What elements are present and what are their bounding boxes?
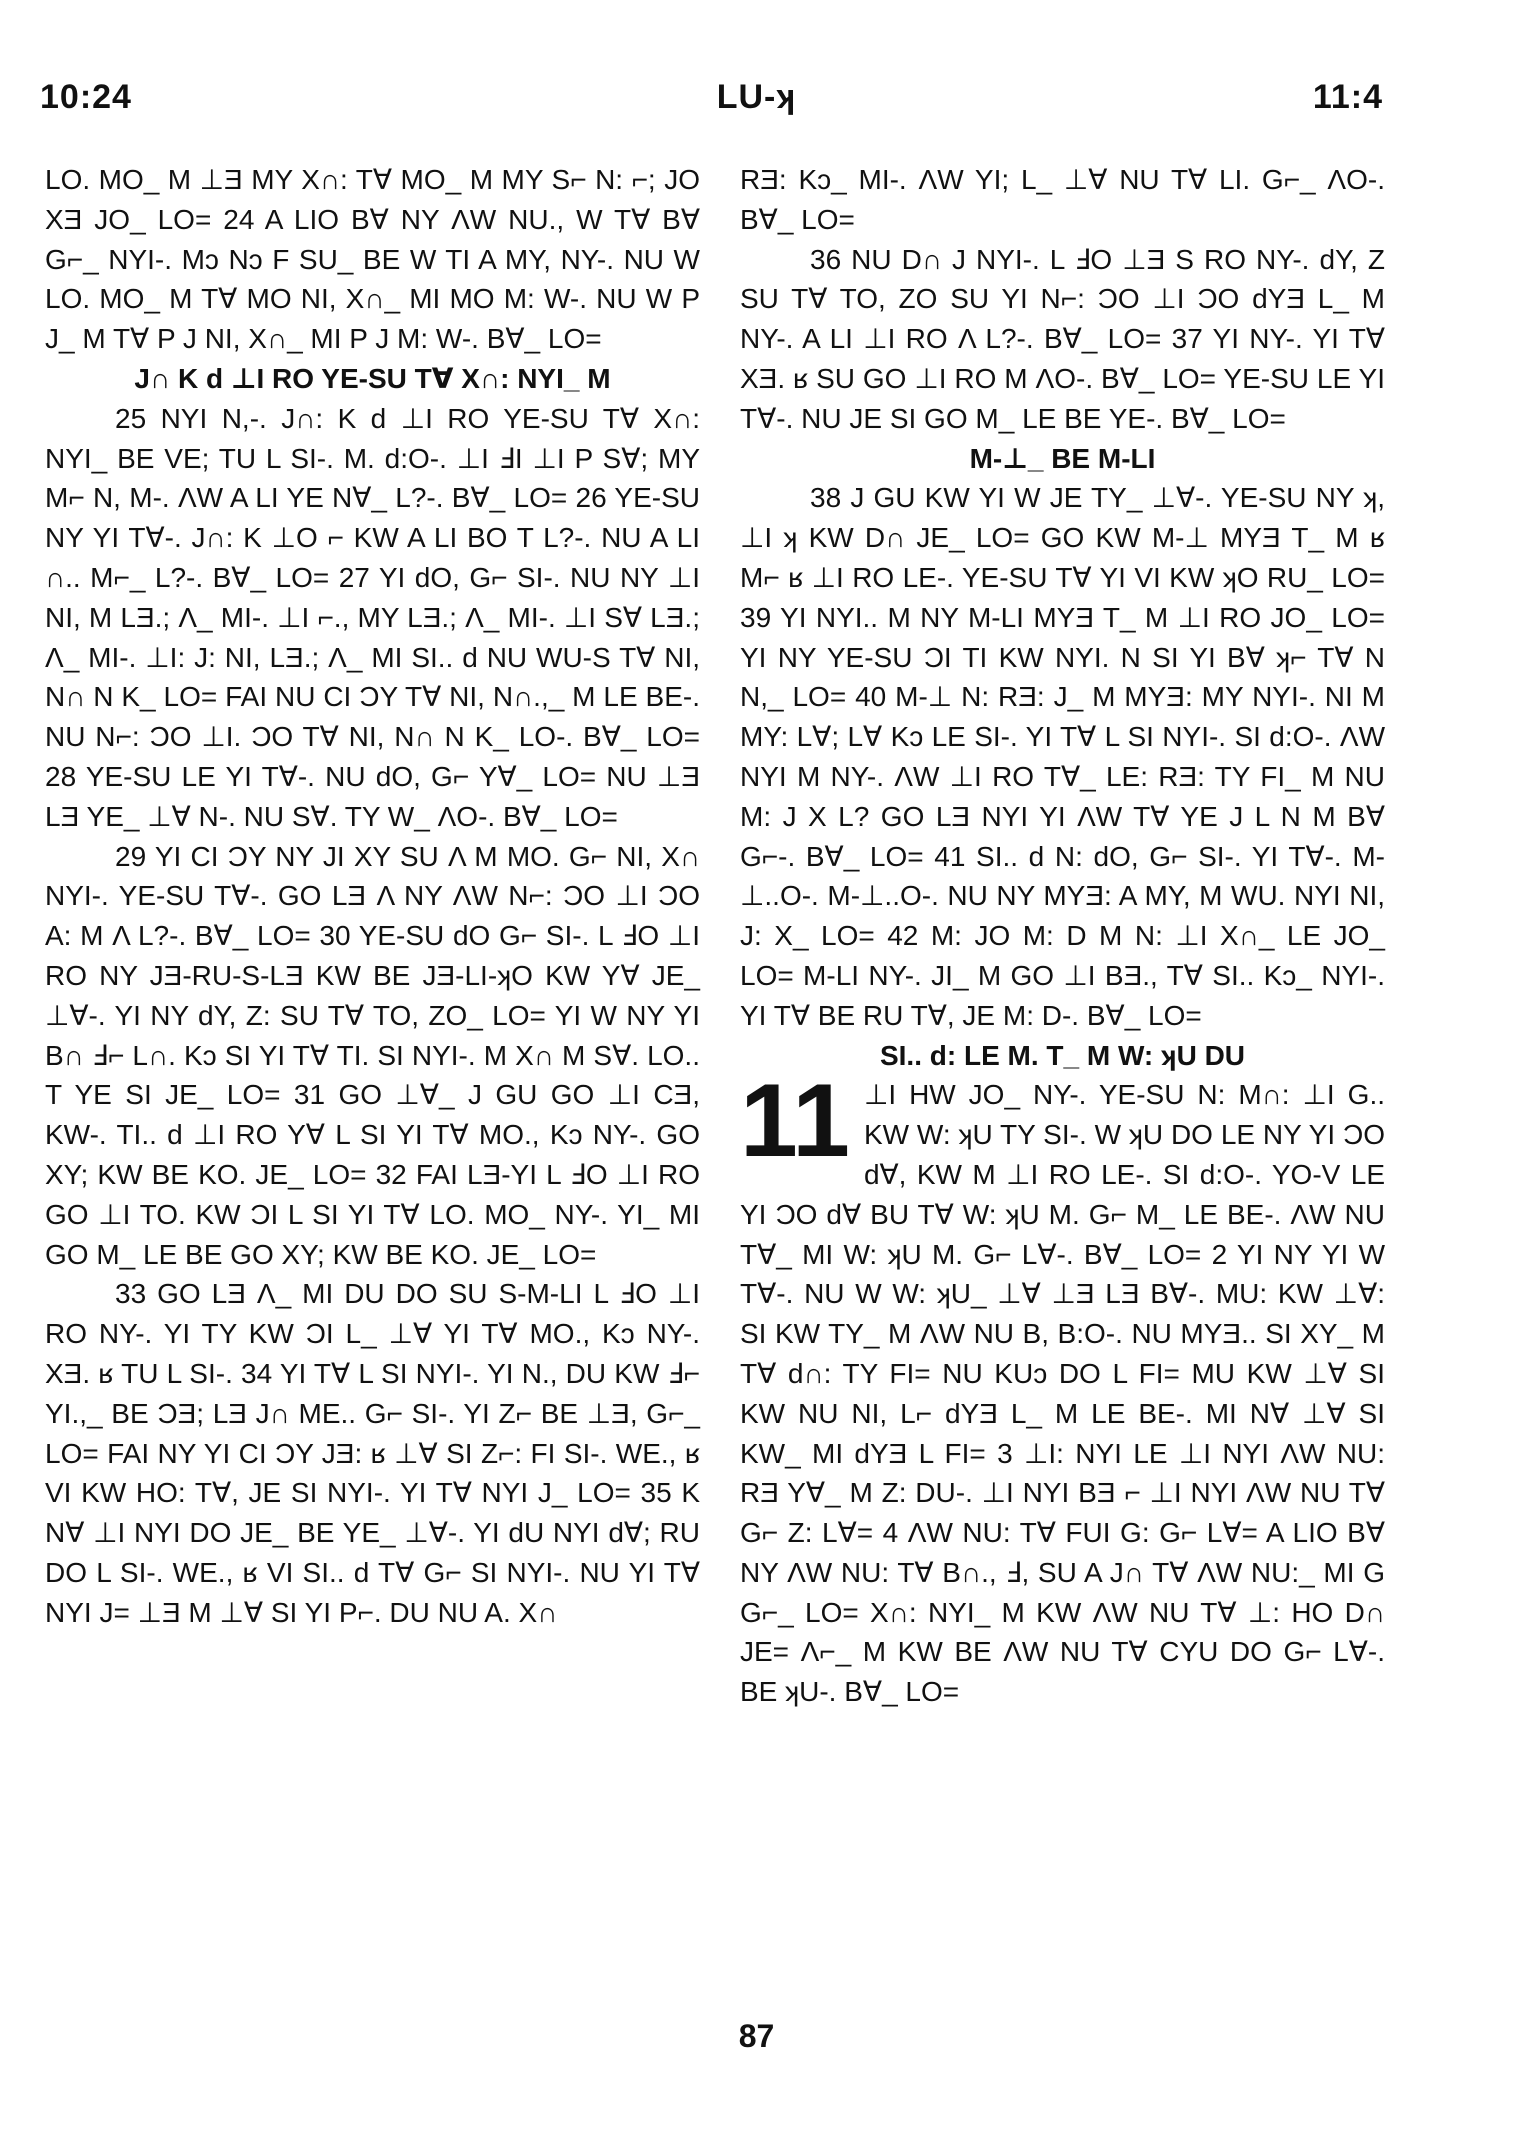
chapter-paragraph [740, 1063, 1385, 1712]
paragraph: RƎ: Kɔ_ MI-. ΛW YI; L_ ⊥∀ NU T∀ LI. G⌐_ ΛO-. B∀_ LO= [740, 164, 1385, 235]
left-text-column [45, 160, 700, 1632]
chapter-text: ⊥I HW JO_ NY-. YE-SU N: M∩: ⊥I G.. KW W: ʞU TY SI-. W ʞU DO LE NY YI ƆO d∀, KW M ⊥I RO LE-. SI d:O-. YO-V LE YI ƆO d∀ BU T∀ W: ʞU M. G⌐ M_ LE BE-. ΛW NU T∀_ MI W: ʞU M. G⌐ L∀-. B∀_ LO= 2 YI NY YI W T∀-. NU W W: ʞU_ ⊥∀ ⊥Ǝ LƎ B∀-. MU: KW ⊥∀: SI KW TY_ M ΛW NU B, B:O-. NU MYƎ.. SI XY_ M T∀ d∩: TY FI= NU KUɔ DO L FI= MU KW ⊥∀ SI KW NU NI, L⌐ dYƎ L_ M LE BE-. MI N∀ ⊥∀ SI KW_ MI dYƎ L FI= 3 ⊥I: NYI LE ⊥I NYI ΛW NU: RƎ Y∀_ M Z: DU-. ⊥I NYI BƎ ⌐ ⊥I NYI ΛW NU T∀ G⌐ Z: L∀= 4 ΛW NU: T∀ FUI G: G⌐ L∀= A LIO B∀ NY ΛW NU: T∀ B∩., Ⅎ, SU A J∩ T∀ ΛW NU:_ MI G G⌐_ LO= X∩: NYI_ M KW ΛW NU T∀ ⊥: HO D∩ JE= Λ⌐_ M KW BE ΛW NU T∀ CYU DO G⌐ L∀-. BE ʞU-. B∀_ LO= [740, 1079, 1385, 1708]
paragraph: 38 J GU KW YI W JE TY_ ⊥∀-. YE-SU NY ʞ, ⊥I ʞ KW D∩ JE_ LO= GO KW M-⊥ MYƎ T_ M ʁ M⌐ ʁ ⊥I RO LE-. YE-SU T∀ YI VI KW ʞO RU_ LO= 39 YI NYI.. M NY M-LI MYƎ T_ M ⊥I RO JO_ LO= YI NY YE-SU ƆI TI KW NYI. N SI YI B∀ ʞ⌐ T∀ N N,_ LO= 40 M-⊥ N: RƎ: J_ M MYƎ: MY NYI-. NI M MY: L∀; L∀ Kɔ LE SI-. YI T∀ L SI NYI-. SI d:O-. ΛW NYI M NY-. ΛW ⊥I RO T∀_ LE: RƎ: TY FI_ M NU M: J X L? GO LƎ NYI YI ΛW T∀ YE J L N M B∀ G⌐-. B∀_ LO= 41 SI.. d N: dO, G⌐ SI-. YI T∀-. M-⊥..O-. M-⊥..O-. NU NY MYƎ: A MY, M WU. NYI NI, J: X_ LO= 42 M: JO M: D M N: ⊥I X∩_ LE JO_ LO= M-LI NY-. JI_ M GO ⊥I BƎ., T∀ SI.. Kɔ_ NYI-. YI T∀ BE RU T∀, JE M: D-. B∀_ LO= [740, 482, 1385, 1031]
header-left-reference: 10:24 [40, 78, 132, 116]
paragraph: 25 NYI N,-. J∩: K d ⊥I RO YE-SU T∀ X∩: NYI_ BE VE; TU L SI-. M. d:O-. ⊥I ℲI ⊥I P S∀; MY M⌐ N, M-. ΛW A LI YE N∀_ L?-. B∀_ LO= 26 YE-SU NY YI T∀-. J∩: K ⊥O ⌐ KW A LI BO T L?-. NU A LI ∩.. M⌐_ L?-. B∀_ LO= 27 YI dO, G⌐ SI-. NU NY ⊥I NI, M LƎ.; Λ_ MI-. ⊥I ⌐., MY LƎ.; Λ_ MI-. ⊥I S∀ LƎ.; Λ_ MI-. ⊥I: J: NI, LƎ.; Λ_ MI SI.. d NU WU-S T∀ NI, N∩ N K_ LO= FAI NU CI ƆY T∀ NI, N∩.,_ M LE BE-. NU N⌐: ƆO ⊥I. ƆO T∀ NI, N∩ N K_ LO-. B∀_ LO= 28 YE-SU LE YI T∀-. NU dO, G⌐ Y∀_ LO= NU ⊥Ǝ LƎ YE_ ⊥∀ N-. NU S∀. TY W_ ΛO-. B∀_ LO= [45, 402, 700, 832]
page-number: 87 [738, 2018, 775, 2054]
section-heading: SI.. d: LE M. T_ M W: ʞU DU [879, 1039, 1246, 1071]
header-book-title: LU-ʞ [716, 78, 797, 116]
section-heading: J∩ K d ⊥I RO YE-SU T∀ X∩: NYI_ M [134, 362, 611, 394]
paragraph: 36 NU D∩ J NYI-. L ℲO ⊥Ǝ S RO NY-. dY, Z SU T∀ TO, ZO SU YI N⌐: ƆO ⊥I ƆO dYƎ L_ M NY-. A LI ⊥I RO Λ L?-. B∀_ LO= 37 YI NY-. YI T∀ XƎ. ʁ SU GO ⊥I RO M ΛO-. B∀_ LO= YE-SU LE YI T∀-. NU JE SI GO M_ LE BE YE-. B∀_ LO= [740, 243, 1385, 434]
paragraph: LO. MO_ M ⊥Ǝ MY X∩: T∀ MO_ M MY S⌐ N: ⌐; JO XƎ JO_ LO= 24 A LIO B∀ NY ΛW NU., W T∀ B∀ G⌐_ NYI-. Mɔ Nɔ F SU_ BE W TI A MY, NY-. NU W LO. MO_ M T∀ MO NI, X∩_ MI MO M: W-. NU W P J_ M T∀ P J NI, X∩_ MI P J M: W-. B∀_ LO= [45, 164, 700, 355]
chapter-number: 11 [740, 1063, 850, 1180]
paragraph: 33 GO LƎ Λ_ MI DU DO SU S-M-LI L ℲO ⊥I RO NY-. YI TY KW ƆI L_ ⊥∀ YI T∀ MO., Kɔ NY-. XƎ. ʁ TU L SI-. 34 YI T∀ L SI NYI-. YI N., DU KW Ⅎ⌐ YI.,_ BE ƆƎ; LƎ J∩ ME.. G⌐ SI-. YI Z⌐ BE ⊥Ǝ, G⌐_ LO= FAI NY YI CI ƆY JƎ: ʁ ⊥∀ SI Z⌐: FI SI-. WE., ʁ VI KW HO: T∀, JE SI NYI-. YI T∀ NYI J_ LO= 35 K N∀ ⊥I NYI DO JE_ BE YE_ ⊥∀-. YI dU NYI d∀; RU DO L SI-. WE., ʁ VI SI.. d T∀ G⌐ SI NYI-. NU YI T∀ NYI J= ⊥Ǝ M ⊥∀ SI YI P⌐. DU NU A. X∩ [45, 1278, 700, 1628]
paragraph: 29 YI CI ƆY NY JI XY SU Λ M MO. G⌐ NI, X∩ NYI-. YE-SU T∀-. GO LƎ Λ NY ΛW N⌐: ƆO ⊥I ƆO A: M Λ L?-. B∀_ LO= 30 YE-SU dO G⌐ SI-. L ℲO ⊥I RO NY JƎ-RU-S-LƎ KW BE JƎ-LI-ʞO KW Y∀ JE_ ⊥∀-. YI NY dY, Z: SU T∀ TO, ZO_ LO= YI W NY YI B∩ Ⅎ⌐ L∩. Kɔ SI YI T∀ TI. SI NYI-. M X∩ M S∀. LO.. T YE SI JE_ LO= 31 GO ⊥∀_ J GU GO ⊥I CƎ, KW-. TI.. d ⊥I RO Y∀ L SI YI T∀ MO., Kɔ NY-. GO XY; KW BE KO. JE_ LO= 32 FAI LƎ-YI L ℲO ⊥I RO GO ⊥I TO. KW ƆI L SI YI T∀ LO. MO_ NY-. YI_ MI GO M_ LE BE GO XY; KW BE KO. JE_ LO= [45, 840, 700, 1270]
right-text-column [740, 160, 1385, 1712]
section-heading: M-⊥_ BE M-LI [969, 442, 1156, 474]
header-right-reference: 11:4 [1312, 78, 1383, 116]
